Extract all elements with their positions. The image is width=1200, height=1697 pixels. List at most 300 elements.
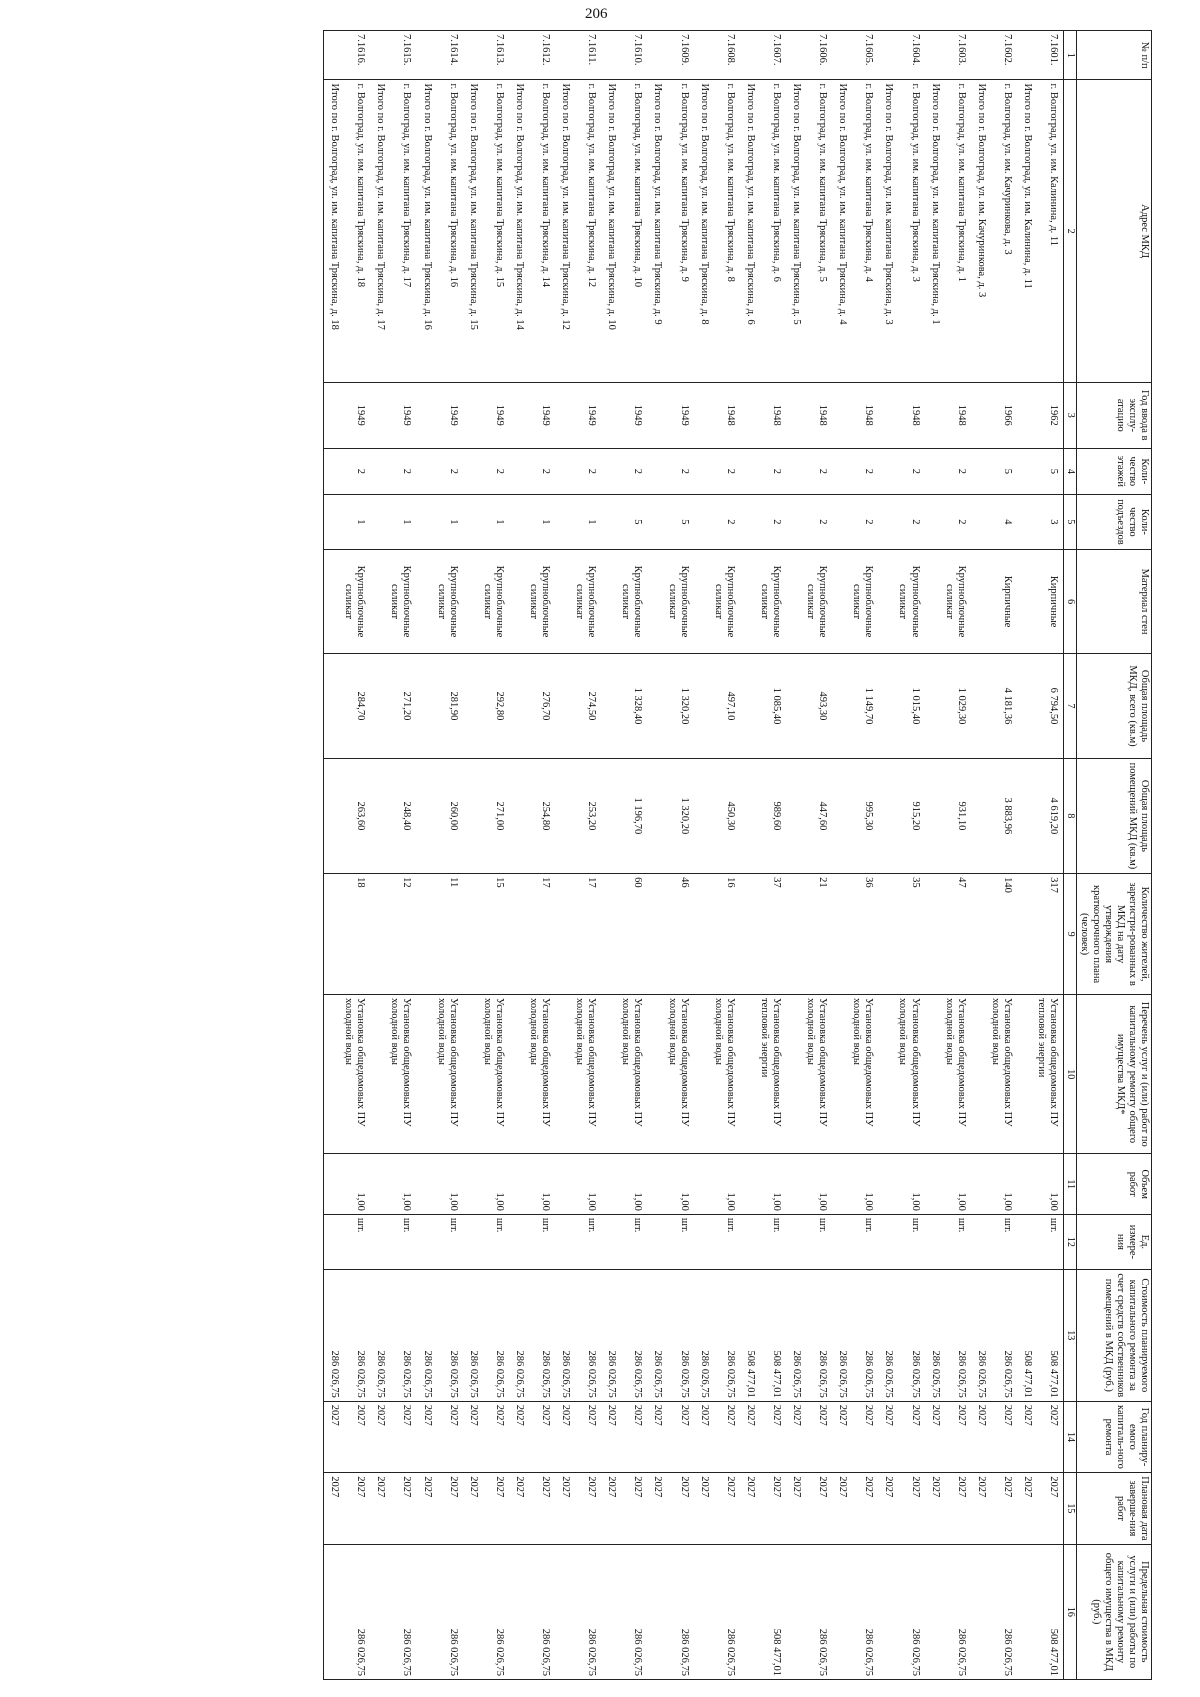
- empty-cell: [786, 995, 803, 1154]
- subtotal-cost-cell: 508 477,01: [1017, 1269, 1034, 1401]
- year-cell: 1949: [526, 382, 555, 448]
- column-header: Ед. измере-ния: [1076, 1214, 1151, 1269]
- entrances-cell: 2: [803, 494, 832, 549]
- cost-cell: 508 477,01: [757, 1269, 786, 1401]
- year-cell: 1949: [341, 382, 370, 448]
- residents-cell: 17: [572, 874, 601, 995]
- subtotal-row: [925, 31, 942, 1680]
- subtotal-cost-cell: 286 026,75: [878, 1269, 895, 1401]
- empty-cell: [971, 31, 988, 80]
- subtotal-row: [555, 31, 572, 1680]
- unit-cell: шт.: [1034, 1214, 1064, 1269]
- entrances-cell: 2: [711, 494, 740, 549]
- empty-cell: [878, 654, 895, 758]
- column-header: Общая площадь МКД, всего (кв.м): [1076, 654, 1151, 758]
- floors-cell: 2: [618, 448, 647, 494]
- empty-cell: [878, 494, 895, 549]
- column-number: 10: [1064, 995, 1077, 1154]
- address-cell: г. Волгоград, ул. им. капитана Тряскина, д. 16: [434, 80, 463, 382]
- cost-cell: 508 477,01: [1034, 1269, 1064, 1401]
- empty-cell: [463, 1544, 480, 1679]
- address-cell: г. Волгоград, ул. им. Качуринкова, д. 3: [988, 80, 1017, 382]
- column-header: Коли-чество этажей: [1076, 448, 1151, 494]
- empty-cell: [878, 1154, 895, 1214]
- row-number: 7.1603.: [942, 31, 971, 80]
- empty-cell: [555, 448, 572, 494]
- residents-cell: 46: [665, 874, 694, 995]
- row-number: 7.1612.: [526, 31, 555, 80]
- subtotal-end-date-cell: 2027: [878, 1473, 895, 1544]
- subtotal-cost-cell: 286 026,75: [694, 1269, 711, 1401]
- limit-cost-cell: 286 026,75: [387, 1544, 416, 1679]
- subtotal-label: Итого по г. Волгоград, ул. им. Калинина, д. 11: [1017, 80, 1034, 382]
- limit-cost-cell: 286 026,75: [895, 1544, 924, 1679]
- residents-cell: 140: [988, 874, 1017, 995]
- plan-year-cell: 2027: [434, 1401, 463, 1472]
- empty-cell: [370, 1544, 387, 1679]
- column-number: 11: [1064, 1154, 1077, 1214]
- address-cell: г. Волгоград, ул. им. капитана Тряскина, д. 3: [895, 80, 924, 382]
- empty-cell: [878, 995, 895, 1154]
- unit-cell: шт.: [895, 1214, 924, 1269]
- work-type-cell: Установка общедомовых ПУ холодной воды: [895, 995, 924, 1154]
- empty-cell: [971, 1214, 988, 1269]
- empty-cell: [509, 758, 526, 873]
- empty-cell: [786, 1544, 803, 1679]
- empty-cell: [878, 448, 895, 494]
- empty-cell: [971, 494, 988, 549]
- residents-cell: 12: [387, 874, 416, 995]
- empty-cell: [601, 448, 618, 494]
- empty-cell: [740, 31, 757, 80]
- year-cell: 1948: [849, 382, 878, 448]
- empty-cell: [555, 995, 572, 1154]
- column-header: Коли-чество подъездов: [1076, 494, 1151, 549]
- column-number-row: [1064, 31, 1077, 1680]
- row-number: 7.1610.: [618, 31, 647, 80]
- empty-cell: [971, 995, 988, 1154]
- empty-cell: [740, 494, 757, 549]
- limit-cost-cell: 286 026,75: [849, 1544, 878, 1679]
- limit-cost-cell: 286 026,75: [572, 1544, 601, 1679]
- wall-material-cell: Крупноблочные силикат: [618, 549, 647, 653]
- empty-cell: [740, 549, 757, 653]
- empty-cell: [1017, 758, 1034, 873]
- subtotal-label: Итого по г. Волгоград, ул. им. капитана Тряскина, д. 9: [647, 80, 664, 382]
- empty-cell: [555, 31, 572, 80]
- empty-cell: [971, 382, 988, 448]
- empty-cell: [925, 494, 942, 549]
- year-cell: 1949: [618, 382, 647, 448]
- row-number: 7.1601.: [1034, 31, 1064, 80]
- wall-material-cell: Крупноблочные силикат: [480, 549, 509, 653]
- total-area-cell: 497,10: [711, 654, 740, 758]
- floors-cell: 2: [572, 448, 601, 494]
- empty-cell: [925, 1154, 942, 1214]
- premises-area-cell: 931,10: [942, 758, 971, 873]
- column-header: № п/п: [1076, 31, 1151, 80]
- year-cell: 1949: [665, 382, 694, 448]
- empty-cell: [555, 654, 572, 758]
- column-header: Количество жителей, зарегистри-рованных в МКД на дату утверждения краткосрочного плана (человек): [1076, 874, 1151, 995]
- entrances-cell: 1: [480, 494, 509, 549]
- total-area-cell: 284,70: [341, 654, 370, 758]
- empty-cell: [832, 874, 849, 995]
- empty-cell: [925, 874, 942, 995]
- total-area-cell: 281,90: [434, 654, 463, 758]
- empty-cell: [694, 654, 711, 758]
- empty-cell: [463, 382, 480, 448]
- table-row: [387, 31, 416, 1680]
- subtotal-row: [786, 31, 803, 1680]
- subtotal-label: Итого по г. Волгоград, ул. им. капитана Тряскина, д. 12: [555, 80, 572, 382]
- residents-cell: 36: [849, 874, 878, 995]
- table-row: [665, 31, 694, 1680]
- residents-cell: 11: [434, 874, 463, 995]
- floors-cell: 2: [711, 448, 740, 494]
- entrances-cell: 2: [757, 494, 786, 549]
- total-area-cell: 271,20: [387, 654, 416, 758]
- subtotal-plan-year-cell: 2027: [601, 1401, 618, 1472]
- empty-cell: [509, 654, 526, 758]
- wall-material-cell: Крупноблочные силикат: [895, 549, 924, 653]
- address-cell: г. Волгоград, ул. им. капитана Тряскина, д. 17: [387, 80, 416, 382]
- plan-year-cell: 2027: [942, 1401, 971, 1472]
- wall-material-cell: Крупноблочные силикат: [387, 549, 416, 653]
- empty-cell: [925, 654, 942, 758]
- end-date-cell: 2027: [480, 1473, 509, 1544]
- cost-cell: 286 026,75: [803, 1269, 832, 1401]
- empty-cell: [463, 758, 480, 873]
- row-number: 7.1613.: [480, 31, 509, 80]
- plan-year-cell: 2027: [665, 1401, 694, 1472]
- empty-cell: [694, 1544, 711, 1679]
- column-header: Стоимость планируемого капитального ремонта за счет средств собственников помещений в МКД (руб.): [1076, 1269, 1151, 1401]
- row-number: 7.1609.: [665, 31, 694, 80]
- subtotal-end-date-cell: 2027: [463, 1473, 480, 1544]
- unit-cell: шт.: [757, 1214, 786, 1269]
- address-cell: г. Волгоград, ул. им. капитана Тряскина, д. 18: [341, 80, 370, 382]
- empty-cell: [786, 758, 803, 873]
- subtotal-plan-year-cell: 2027: [740, 1401, 757, 1472]
- subtotal-label: Итого по г. Волгоград, ул. им. капитана Тряскина, д. 16: [417, 80, 434, 382]
- volume-cell: 1,00: [341, 1154, 370, 1214]
- entrances-cell: 5: [665, 494, 694, 549]
- empty-cell: [417, 549, 434, 653]
- empty-cell: [832, 448, 849, 494]
- empty-cell: [694, 382, 711, 448]
- empty-cell: [647, 549, 664, 653]
- limit-cost-cell: 286 026,75: [988, 1544, 1017, 1679]
- subtotal-cost-cell: 286 026,75: [601, 1269, 618, 1401]
- volume-cell: 1,00: [803, 1154, 832, 1214]
- empty-cell: [740, 1214, 757, 1269]
- empty-cell: [463, 31, 480, 80]
- empty-cell: [925, 549, 942, 653]
- residents-cell: 21: [803, 874, 832, 995]
- floors-cell: 2: [665, 448, 694, 494]
- header-row: [1076, 31, 1151, 1680]
- empty-cell: [324, 448, 342, 494]
- limit-cost-cell: 286 026,75: [480, 1544, 509, 1679]
- empty-cell: [832, 995, 849, 1154]
- empty-cell: [832, 654, 849, 758]
- wall-material-cell: Крупноблочные силикат: [711, 549, 740, 653]
- entrances-cell: 1: [572, 494, 601, 549]
- address-cell: г. Волгоград, ул. им. капитана Тряскина, д. 1: [942, 80, 971, 382]
- subtotal-label: Итого по г. Волгоград, ул. им. капитана Тряскина, д. 18: [324, 80, 342, 382]
- floors-cell: 2: [757, 448, 786, 494]
- floors-cell: 2: [341, 448, 370, 494]
- total-area-cell: 4 181,36: [988, 654, 1017, 758]
- subtotal-cost-cell: 286 026,75: [555, 1269, 572, 1401]
- empty-cell: [832, 31, 849, 80]
- volume-cell: 1,00: [618, 1154, 647, 1214]
- table-row: [526, 31, 555, 1680]
- end-date-cell: 2027: [942, 1473, 971, 1544]
- empty-cell: [786, 494, 803, 549]
- empty-cell: [417, 758, 434, 873]
- entrances-cell: 2: [895, 494, 924, 549]
- year-cell: 1949: [480, 382, 509, 448]
- cost-cell: 286 026,75: [526, 1269, 555, 1401]
- empty-cell: [601, 874, 618, 995]
- empty-cell: [647, 1154, 664, 1214]
- subtotal-plan-year-cell: 2027: [647, 1401, 664, 1472]
- column-number: 12: [1064, 1214, 1077, 1269]
- subtotal-plan-year-cell: 2027: [463, 1401, 480, 1472]
- column-header: Год планиру-емого капиталь-ного ремонта: [1076, 1401, 1151, 1472]
- subtotal-row: [647, 31, 664, 1680]
- cost-cell: 286 026,75: [387, 1269, 416, 1401]
- volume-cell: 1,00: [572, 1154, 601, 1214]
- empty-cell: [832, 494, 849, 549]
- subtotal-end-date-cell: 2027: [971, 1473, 988, 1544]
- year-cell: 1948: [711, 382, 740, 448]
- empty-cell: [694, 1154, 711, 1214]
- cost-cell: 286 026,75: [988, 1269, 1017, 1401]
- year-cell: 1949: [387, 382, 416, 448]
- empty-cell: [647, 448, 664, 494]
- empty-cell: [1017, 382, 1034, 448]
- wall-material-cell: Кирпичные: [988, 549, 1017, 653]
- empty-cell: [555, 874, 572, 995]
- empty-cell: [925, 758, 942, 873]
- work-type-cell: Установка общедомовых ПУ тепловой энергии: [1034, 995, 1064, 1154]
- limit-cost-cell: 286 026,75: [341, 1544, 370, 1679]
- empty-cell: [417, 995, 434, 1154]
- volume-cell: 1,00: [387, 1154, 416, 1214]
- empty-cell: [555, 1154, 572, 1214]
- empty-cell: [786, 448, 803, 494]
- volume-cell: 1,00: [1034, 1154, 1064, 1214]
- table-row: [942, 31, 971, 1680]
- table-row: [572, 31, 601, 1680]
- empty-cell: [509, 1544, 526, 1679]
- address-cell: г. Волгоград, ул. им. капитана Тряскина, д. 9: [665, 80, 694, 382]
- end-date-cell: 2027: [618, 1473, 647, 1544]
- work-type-cell: Установка общедомовых ПУ холодной воды: [665, 995, 694, 1154]
- volume-cell: 1,00: [942, 1154, 971, 1214]
- table-row: [849, 31, 878, 1680]
- empty-cell: [324, 549, 342, 653]
- empty-cell: [509, 1214, 526, 1269]
- volume-cell: 1,00: [895, 1154, 924, 1214]
- subtotal-end-date-cell: 2027: [509, 1473, 526, 1544]
- cost-cell: 286 026,75: [572, 1269, 601, 1401]
- subtotal-row: [509, 31, 526, 1680]
- subtotal-row: [740, 31, 757, 1680]
- capital-repair-table: [323, 30, 1152, 1680]
- end-date-cell: 2027: [711, 1473, 740, 1544]
- limit-cost-cell: 286 026,75: [942, 1544, 971, 1679]
- empty-cell: [417, 874, 434, 995]
- premises-area-cell: 4 619,20: [1034, 758, 1064, 873]
- empty-cell: [417, 494, 434, 549]
- empty-cell: [878, 874, 895, 995]
- subtotal-plan-year-cell: 2027: [925, 1401, 942, 1472]
- premises-area-cell: 915,20: [895, 758, 924, 873]
- empty-cell: [509, 31, 526, 80]
- entrances-cell: 2: [942, 494, 971, 549]
- empty-cell: [555, 494, 572, 549]
- unit-cell: шт.: [572, 1214, 601, 1269]
- subtotal-plan-year-cell: 2027: [971, 1401, 988, 1472]
- subtotal-plan-year-cell: 2027: [324, 1401, 342, 1472]
- row-number: 7.1608.: [711, 31, 740, 80]
- limit-cost-cell: 286 026,75: [803, 1544, 832, 1679]
- wall-material-cell: Крупноблочные силикат: [757, 549, 786, 653]
- empty-cell: [417, 1544, 434, 1679]
- empty-cell: [694, 549, 711, 653]
- cost-cell: 286 026,75: [434, 1269, 463, 1401]
- work-type-cell: Установка общедомовых ПУ холодной воды: [480, 995, 509, 1154]
- floors-cell: 2: [387, 448, 416, 494]
- plan-year-cell: 2027: [803, 1401, 832, 1472]
- limit-cost-cell: 508 477,01: [757, 1544, 786, 1679]
- subtotal-end-date-cell: 2027: [601, 1473, 618, 1544]
- work-type-cell: Установка общедомовых ПУ холодной воды: [849, 995, 878, 1154]
- empty-cell: [463, 549, 480, 653]
- subtotal-row: [832, 31, 849, 1680]
- residents-cell: 317: [1034, 874, 1064, 995]
- column-number: 16: [1064, 1544, 1077, 1679]
- cost-cell: 286 026,75: [895, 1269, 924, 1401]
- residents-cell: 47: [942, 874, 971, 995]
- empty-cell: [647, 995, 664, 1154]
- total-area-cell: 1 320,20: [665, 654, 694, 758]
- subtotal-end-date-cell: 2027: [555, 1473, 572, 1544]
- page-number: 206: [585, 6, 608, 22]
- unit-cell: шт.: [480, 1214, 509, 1269]
- table-body: [324, 31, 1064, 1680]
- address-cell: г. Волгоград, ул. им. капитана Тряскина, д. 12: [572, 80, 601, 382]
- empty-cell: [463, 1154, 480, 1214]
- total-area-cell: 1 149,70: [849, 654, 878, 758]
- empty-cell: [694, 448, 711, 494]
- volume-cell: 1,00: [757, 1154, 786, 1214]
- table-row: [711, 31, 740, 1680]
- residents-cell: 60: [618, 874, 647, 995]
- empty-cell: [601, 549, 618, 653]
- cost-cell: 286 026,75: [849, 1269, 878, 1401]
- subtotal-end-date-cell: 2027: [786, 1473, 803, 1544]
- plan-year-cell: 2027: [526, 1401, 555, 1472]
- column-number: 2: [1064, 80, 1077, 382]
- premises-area-cell: 248,40: [387, 758, 416, 873]
- end-date-cell: 2027: [757, 1473, 786, 1544]
- empty-cell: [1017, 1154, 1034, 1214]
- work-type-cell: Установка общедомовых ПУ холодной воды: [803, 995, 832, 1154]
- end-date-cell: 2027: [387, 1473, 416, 1544]
- empty-cell: [417, 1214, 434, 1269]
- empty-cell: [647, 1214, 664, 1269]
- row-number: 7.1604.: [895, 31, 924, 80]
- limit-cost-cell: 286 026,75: [665, 1544, 694, 1679]
- work-type-cell: Установка общедомовых ПУ холодной воды: [711, 995, 740, 1154]
- subtotal-end-date-cell: 2027: [417, 1473, 434, 1544]
- subtotal-row: [417, 31, 434, 1680]
- empty-cell: [647, 31, 664, 80]
- empty-cell: [324, 382, 342, 448]
- total-area-cell: 1 015,40: [895, 654, 924, 758]
- subtotal-label: Итого по г. Волгоград, ул. им. капитана Тряскина, д. 6: [740, 80, 757, 382]
- empty-cell: [694, 874, 711, 995]
- total-area-cell: 1 328,40: [618, 654, 647, 758]
- table-row: [757, 31, 786, 1680]
- volume-cell: 1,00: [849, 1154, 878, 1214]
- empty-cell: [832, 382, 849, 448]
- row-number: 7.1606.: [803, 31, 832, 80]
- volume-cell: 1,00: [988, 1154, 1017, 1214]
- empty-cell: [647, 758, 664, 873]
- year-cell: 1949: [572, 382, 601, 448]
- unit-cell: шт.: [803, 1214, 832, 1269]
- subtotal-row: [324, 31, 342, 1680]
- subtotal-end-date-cell: 2027: [1017, 1473, 1034, 1544]
- empty-cell: [417, 448, 434, 494]
- limit-cost-cell: 508 477,01: [1034, 1544, 1064, 1679]
- empty-cell: [509, 448, 526, 494]
- subtotal-label: Итого по г. Волгоград, ул. им. капитана Тряскина, д. 15: [463, 80, 480, 382]
- wall-material-cell: Крупноблочные силикат: [803, 549, 832, 653]
- work-type-cell: Установка общедомовых ПУ холодной воды: [618, 995, 647, 1154]
- empty-cell: [417, 654, 434, 758]
- subtotal-label: Итого по г. Волгоград, ул. им. капитана Тряскина, д. 14: [509, 80, 526, 382]
- plan-year-cell: 2027: [341, 1401, 370, 1472]
- empty-cell: [370, 448, 387, 494]
- empty-cell: [324, 1544, 342, 1679]
- empty-cell: [463, 654, 480, 758]
- empty-cell: [1017, 549, 1034, 653]
- empty-cell: [925, 31, 942, 80]
- address-cell: г. Волгоград, ул. им. капитана Тряскина, д. 4: [849, 80, 878, 382]
- cost-cell: 286 026,75: [942, 1269, 971, 1401]
- empty-cell: [647, 874, 664, 995]
- wall-material-cell: Крупноблочные силикат: [434, 549, 463, 653]
- empty-cell: [324, 874, 342, 995]
- empty-cell: [463, 874, 480, 995]
- rotated-table-container: [22, 30, 1152, 1680]
- empty-cell: [832, 549, 849, 653]
- column-number: 8: [1064, 758, 1077, 873]
- subtotal-row: [1017, 31, 1034, 1680]
- residents-cell: 16: [711, 874, 740, 995]
- empty-cell: [555, 382, 572, 448]
- end-date-cell: 2027: [572, 1473, 601, 1544]
- empty-cell: [878, 382, 895, 448]
- column-header: Материал стен: [1076, 549, 1151, 653]
